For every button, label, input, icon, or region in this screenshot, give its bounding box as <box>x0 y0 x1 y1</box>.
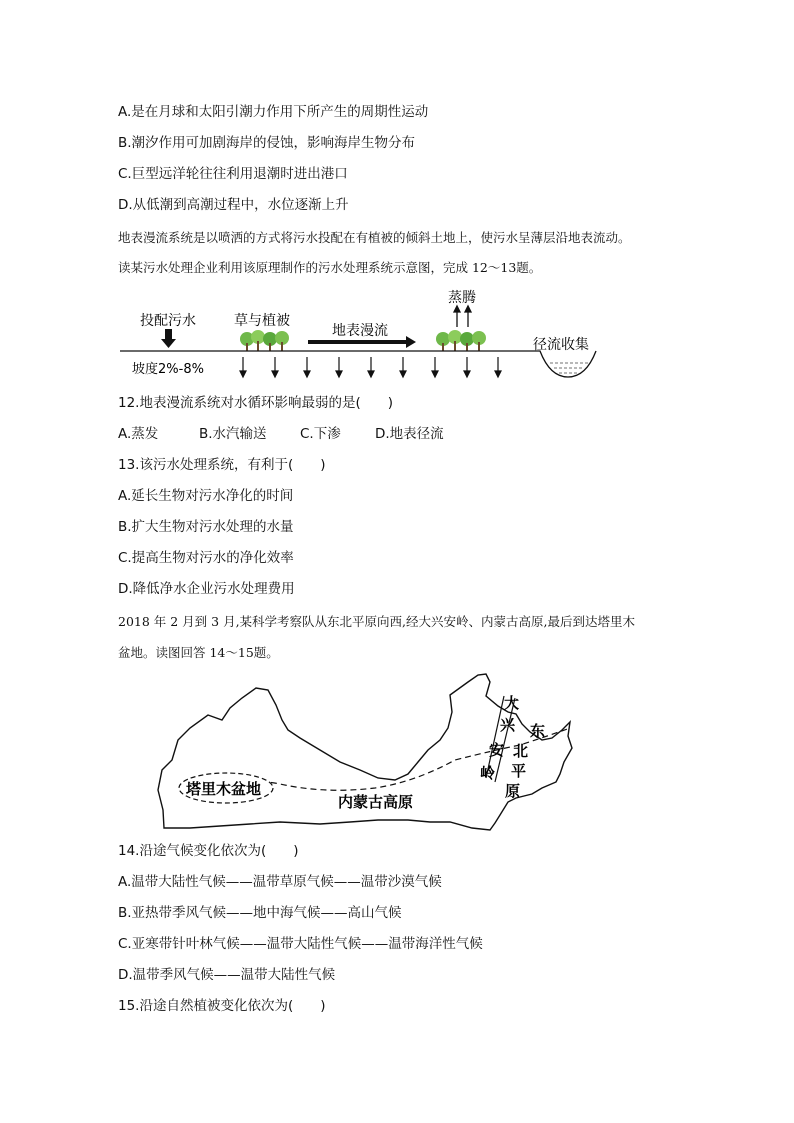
evap-arrows <box>454 306 471 327</box>
range-char-2: 兴 <box>500 716 516 734</box>
q14-stem: 14.沿途气候变化依次为( ) <box>118 843 299 859</box>
q12-option-c: C.下渗 <box>300 426 341 442</box>
basin-label: 塔里木盆地 <box>186 780 262 798</box>
q14-option-c: C.亚寒带针叶林气候——温带大陆性气候——温带海洋性气候 <box>118 936 483 952</box>
input-arrow <box>161 329 176 348</box>
passage2-line1: 2018 年 2 月到 3 月,某科学考察队从东北平原向西,经大兴安岭、内蒙古高原,最后到达塔里木 <box>118 614 636 629</box>
q12-options <box>118 425 444 443</box>
q11-option-c: C.巨型远洋轮往往利用退潮时进出港口 <box>118 166 348 182</box>
q13-option-d: D.降低净水企业污水处理费用 <box>118 581 295 597</box>
grass-tree-group-2 <box>436 330 486 351</box>
plateau-label: 内蒙古高原 <box>338 793 414 811</box>
plain-char-4: 原 <box>505 782 521 800</box>
overflow-diagram <box>110 285 610 380</box>
plain-char-2: 北 <box>513 742 529 760</box>
grass-label: 草与植被 <box>234 313 290 329</box>
plain-char-3: 平 <box>511 762 527 780</box>
passage2-line2: 盆地。读图回答 14～15题。 <box>118 645 279 660</box>
passage1-line2: 读某污水处理企业利用该原理制作的污水处理系统示意图，完成 12～13题。 <box>118 260 542 275</box>
q13-option-b: B.扩大生物对污水处理的水量 <box>118 519 294 535</box>
slope-label: 坡度2%-8% <box>132 362 204 377</box>
q11-option-b: B.潮汐作用可加剧海岸的侵蚀，影响海岸生物分布 <box>118 135 416 151</box>
passage1-line1: 地表漫流系统是以喷洒的方式将污水投配在有植被的倾斜土地上，使污水呈薄层沿地表流动。 <box>118 230 631 245</box>
route-map <box>150 670 590 835</box>
input-label: 投配污水 <box>140 313 196 329</box>
q12-option-d: D.地表径流 <box>375 426 444 442</box>
plain-char-1: 东 <box>530 722 546 740</box>
collect-label: 径流收集 <box>533 337 589 353</box>
q11-option-a: A.是在月球和太阳引潮力作用下所产生的周期性运动 <box>118 104 429 120</box>
q11-option-d: D.从低潮到高潮过程中，水位逐渐上升 <box>118 197 349 213</box>
range-char-3: 安 <box>489 741 505 759</box>
q12-option-b: B.水汽输送 <box>199 426 267 442</box>
q14-option-a: A.温带大陆性气候——温带草原气候——温带沙漠气候 <box>118 874 442 890</box>
q15-stem: 15.沿途自然植被变化依次为( ) <box>118 998 326 1014</box>
range-char-1: 大 <box>504 694 520 712</box>
infiltration-arrows <box>240 357 501 377</box>
q13-stem: 13.该污水处理系统，有利于( ) <box>118 457 326 473</box>
evap-label: 蒸腾 <box>448 290 476 306</box>
q14-option-d: D.温带季风气候——温带大陆性气候 <box>118 967 336 983</box>
grass-tree-group-1 <box>240 330 289 351</box>
flow-label: 地表漫流 <box>332 323 388 339</box>
q13-option-a: A.延长生物对污水净化的时间 <box>118 488 294 504</box>
range-char-4: 岭 <box>480 764 496 782</box>
q12-stem: 12.地表漫流系统对水循环影响最弱的是( ) <box>118 395 394 411</box>
q12-option-a: A.蒸发 <box>118 426 159 442</box>
q13-option-c: C.提高生物对污水的净化效率 <box>118 550 294 566</box>
q14-option-b: B.亚热带季风气候——地中海气候——高山气候 <box>118 905 402 921</box>
